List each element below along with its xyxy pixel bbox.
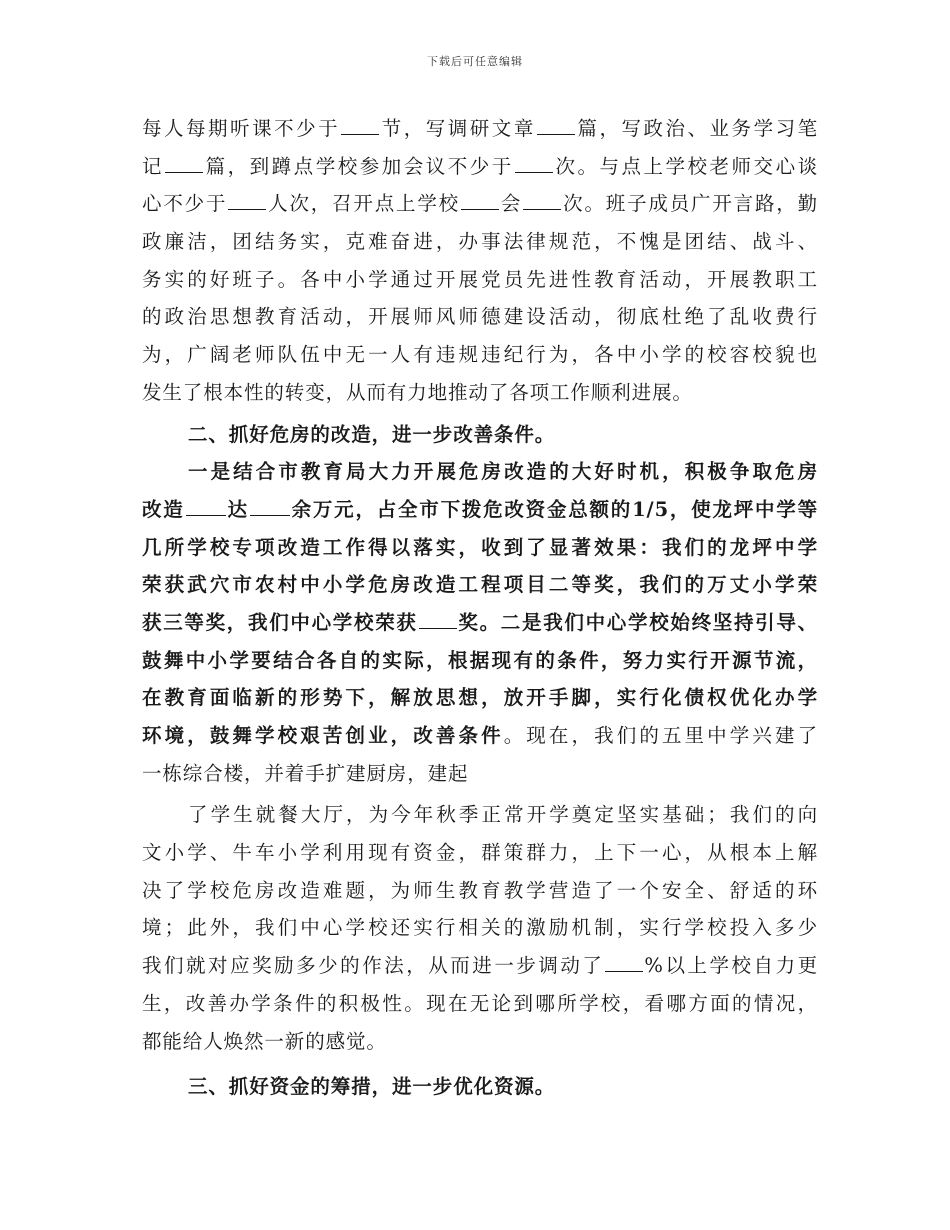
blank-underline	[537, 112, 575, 135]
blank-underline	[605, 949, 643, 972]
text-line: 我们就对应奖励多少的作法，从而进一步调动了 %以上学校自力更	[142, 947, 818, 985]
text-line: 荣获武穴市农村中小学危房改造工程项目二等奖，我们的万丈小学荣	[142, 573, 818, 597]
document-body	[142, 110, 818, 1106]
text-line: 的政治思想教育活动，开展师风师德建设活动，彻底杜绝了乱收费行	[142, 305, 818, 329]
text-line: 几所学校专项改造工作得以落实，收到了显著效果：我们的龙坪中学	[142, 535, 818, 559]
section-heading-2: 二、抓好危房的改造，进一步改善条件。	[188, 422, 556, 446]
text-line: 决了学校危房改造难题，为师生教育教学营造了一个安全、舒适的环	[142, 878, 818, 902]
text-line: 环境，鼓舞学校艰苦创业，改善条件。现在，我们的五里中学兴建了	[142, 724, 818, 747]
blank-underline	[228, 187, 266, 210]
blank-underline	[186, 493, 226, 516]
blank-underline	[515, 150, 553, 173]
text-line: 为，广阔老师队伍中无一人有违规违纪行为，各中小学的校容校貌也	[142, 343, 818, 367]
text-line: 生，改善办学条件的积极性。现在无论到哪所学校，看哪方面的情况，	[142, 991, 818, 1015]
text-line: 发生了根本性的转变，从而有力地推动了各项工作顺利进展。	[142, 380, 693, 404]
section-heading-3: 三、抓好资金的筹措，进一步优化资源。	[188, 1075, 556, 1099]
text-line: 一栋综合楼，并着手扩建厨房，建起	[142, 761, 469, 785]
blank-underline	[165, 150, 203, 173]
text-line: 改造 达 余万元，占全市下拨危改资金总额的1/5，使龙坪中学等	[142, 491, 818, 529]
text-line: 记 篇，到蹲点学校参加会议不少于 次。与点上学校老师交心谈	[142, 148, 818, 186]
text-line: 文小学、牛车小学利用现有资金，群策群力，上下一心，从根本上解	[142, 841, 818, 865]
text-line: 务实的好班子。各中小学通过开展党员先进性教育活动，开展教职工	[142, 267, 818, 291]
text-line: 政廉洁，团结务实，克难奋进，办事法律规范，不愧是团结、战斗、	[142, 230, 818, 254]
text-line: 获三等奖，我们中心学校荣获 奖。二是我们中心学校始终坚持引导、	[142, 604, 818, 642]
blank-underline	[250, 493, 290, 516]
text-line: 在教育面临新的形势下，解放思想，放开手脚，实行化债权优化办学	[142, 686, 818, 710]
blank-underline	[523, 187, 561, 210]
paragraph-1	[142, 110, 818, 412]
paragraph-3	[142, 796, 818, 1060]
text-line: 心不少于 人次，召开点上学校 会 次。班子成员广开言路，勤	[142, 185, 818, 223]
text-line: 了学生就餐大厅，为今年秋季正常开学奠定坚实基础；我们的向	[188, 803, 818, 827]
page-header: 下载后可任意编辑	[427, 55, 523, 68]
blank-underline	[341, 112, 379, 135]
blank-underline	[419, 606, 457, 629]
text-line: 每人每期听课不少于 节，写调研文章 篇，写政治、业务学习笔	[142, 110, 818, 148]
blank-underline	[461, 187, 499, 210]
text-line: 鼓舞中小学要结合各自的实际，根据现有的条件，努力实行开源节流，	[142, 648, 818, 672]
text-line: 都能给人焕然一新的感觉。	[142, 1029, 387, 1053]
text-line: 一是结合市教育局大力开展危房改造的大好时机，积极争取危房	[188, 460, 818, 484]
paragraph-2	[142, 453, 818, 792]
text-line: 境；此外，我们中心学校还实行相关的激励机制，实行学校投入多少	[142, 916, 818, 940]
